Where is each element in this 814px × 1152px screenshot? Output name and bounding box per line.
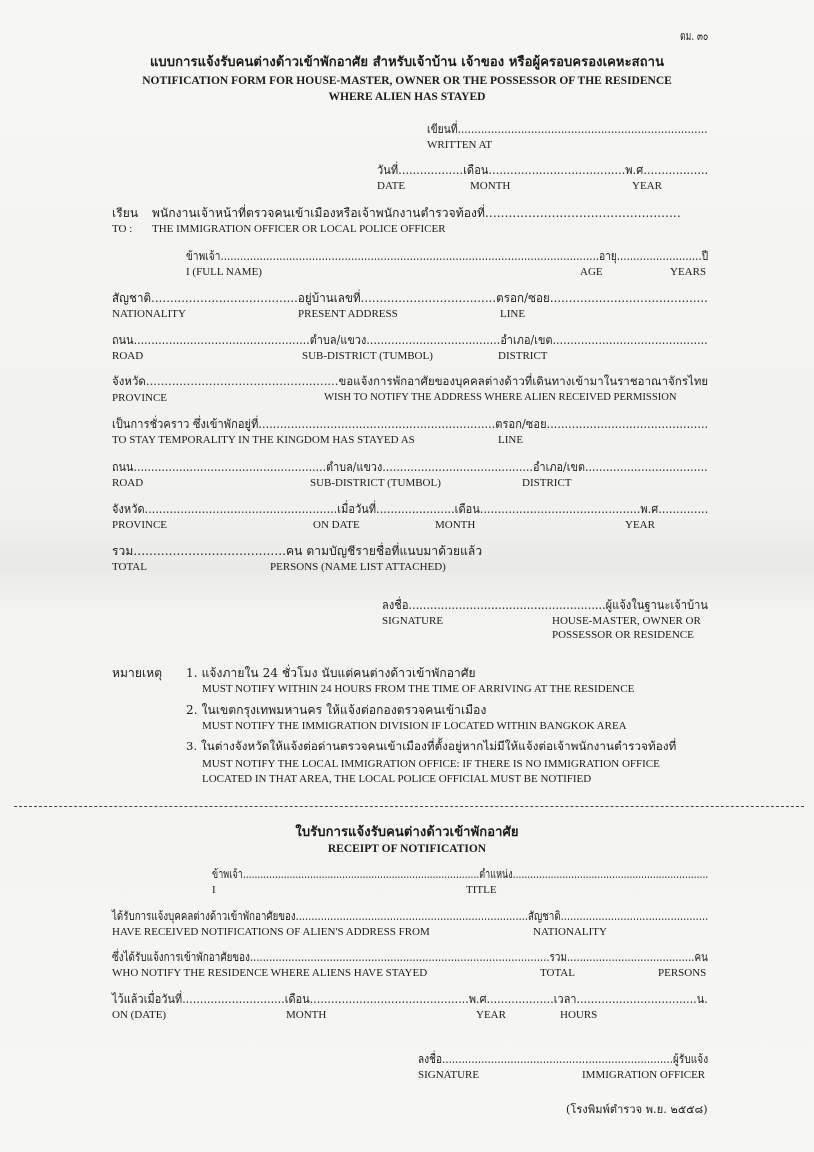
title-english-2: WHERE ALIEN HAS STAYED (328, 91, 486, 103)
province-label-2: PROVINCE (112, 519, 168, 531)
stay-line-label: LINE (498, 434, 524, 446)
written-at-field[interactable]: เขียนที่........................................................................... (427, 122, 708, 136)
total-label: TOTAL (112, 561, 147, 573)
line-label: LINE (500, 308, 526, 320)
month-label-2: MONTH (435, 519, 476, 531)
receipt-total-label: TOTAL (540, 967, 575, 979)
present-address-label: PRESENT ADDRESS (298, 308, 398, 320)
remark-3-thai: 3. ในต่างจังหวัดให้แจ้งต่อด่านตรวจคนเข้าเมืองที่ตั้งอยู่หากไม่มีให้แจ้งต่อเจ้าพนักงานตำรวจท้องที่ (186, 739, 677, 753)
years-label: YEARS (670, 266, 707, 278)
remark-2-english: MUST NOTIFY THE IMMIGRATION DIVISION IF LOCATED WITHIN BANGKOK AREA (202, 720, 627, 732)
year-label-2: YEAR (625, 519, 655, 531)
receipt-signature-label: SIGNATURE (418, 1069, 480, 1081)
district-label-1: DISTRICT (498, 350, 548, 362)
province-field-1[interactable]: จังหวัด....................................................ขอแจ้งการพักอาศัยของบุคคลต่างด้าวที่เดินทางเข้ามาในราชอาณาจักรไทย (112, 374, 709, 388)
receipt-i-label: I (212, 884, 216, 896)
remark-3-english-2: LOCATED IN THAT AREA, THE LOCAL POLICE OFFICIAL MUST BE NOTIFIED (202, 773, 592, 785)
to-officer-label: THE IMMIGRATION OFFICER OR LOCAL POLICE OFFICER (152, 223, 446, 235)
nationality-label: NATIONALITY (112, 308, 186, 320)
receipt-alien-from-field[interactable]: ได้รับการแจ้งบุคคลต่างด้าวเข้าพักอาศัยของ..........................................................................สัญชาติ............................................... (112, 909, 709, 923)
role-label-2: POSSESSOR OR RESIDENCE (552, 629, 694, 641)
subdistrict-label-1: SUB-DISTRICT (TUMBOL) (302, 350, 433, 362)
receipt-datetime-field[interactable]: ไว้แล้วเมื่อวันที่.............................เดือน.............................................พ.ศ...................เวลา..................................น. (112, 992, 708, 1006)
receipt-ondate-label: ON (DATE) (112, 1009, 167, 1021)
receipt-title-label: TITLE (466, 884, 497, 896)
to-label-english: TO : (112, 223, 133, 235)
title-english-1: NOTIFICATION FORM FOR HOUSE-MASTER, OWNER OR THE POSSESSOR OF THE RESIDENCE (142, 75, 672, 87)
road-label-1: ROAD (112, 350, 144, 362)
wish-notify-label: WISH TO NOTIFY THE ADDRESS WHERE ALIEN RECEIVED PERMISSION (324, 392, 677, 403)
receipt-month-label: MONTH (286, 1009, 327, 1021)
receipt-officer-field[interactable]: ข้าพเจ้า.................................................................................ตำแหน่ง................................................................... (212, 867, 709, 881)
to-officer-field[interactable]: พนักงานเจ้าหน้าที่ตรวจคนเข้าเมืองหรือเจ้าพนักงานตำรวจท้องที่.................................................. (152, 206, 681, 220)
date-label: DATE (377, 180, 406, 192)
date-field[interactable]: วันที่..................เดือน......................................พ.ศ.................. (377, 163, 709, 177)
road-label-2: ROAD (112, 477, 144, 489)
district-label-2: DISTRICT (522, 477, 572, 489)
full-name-field[interactable]: ข้าพเจ้า....................................................................................................................อายุ..........................ปี (186, 249, 709, 263)
receipt-received-label: HAVE RECEIVED NOTIFICATIONS OF ALIEN'S ADDRESS FROM (112, 926, 430, 938)
on-date-label: ON DATE (313, 519, 360, 531)
remark-2-thai: 2. ในเขตกรุงเทพมหานคร ให้แจ้งต่อกองตรวจคนเข้าเมือง (186, 703, 487, 717)
cut-line-divider (14, 806, 804, 807)
province-label-1: PROVINCE (112, 392, 168, 404)
signature-label: SIGNATURE (382, 615, 444, 627)
stay-label: TO STAY TEMPORALITY IN THE KINGDOM HAS STAYED AS (112, 434, 415, 446)
total-persons-field[interactable]: รวม.......................................คน ตามบัญชีรายชื่อที่แนบมาด้วยแล้ว (112, 544, 483, 558)
province-date-field[interactable]: จังหวัด......................................................เมื่อวันที่......................เดือน.............................................พ.ศ.............. (112, 502, 709, 516)
notifier-signature-field[interactable]: ลงชื่อ.......................................................ผู้แจ้งในฐานะเจ้าบ้าน (382, 598, 709, 612)
receipt-year-label: YEAR (476, 1009, 506, 1021)
to-label-thai: เรียน (112, 206, 139, 220)
remarks-label: หมายเหตุ (112, 666, 163, 680)
remark-1-english: MUST NOTIFY WITHIN 24 HOURS FROM THE TIME OF ARRIVING AT THE RESIDENCE (202, 683, 635, 695)
title-thai: แบบการแจ้งรับคนต่างด้าวเข้าพักอาศัย สำหรับเจ้าบ้าน เจ้าของ หรือผู้ครอบครองเคหะสถาน (149, 55, 665, 70)
receipt-persons-label: PERSONS (658, 967, 707, 979)
receipt-residence-field[interactable]: ซึ่งได้รับแจ้งการเข้าพักอาศัยของ..............................................................................................รวม........................................คน (112, 950, 708, 964)
receipt-nationality-label: NATIONALITY (533, 926, 607, 938)
remark-3-english-1: MUST NOTIFY THE LOCAL IMMIGRATION OFFICE: IF THERE IS NO IMMIGRATION OFFICE (202, 758, 660, 770)
nationality-address-field[interactable]: สัญชาติ.......................................อยู่บ้านเลขที่....................................ตรอก/ซอย.......................................... (112, 291, 708, 305)
road-field-1[interactable]: ถนน..................................................ตำบล/แขวง......................................อำเภอ/เขต............................................ (112, 333, 708, 347)
year-label: YEAR (632, 180, 662, 192)
remark-1-thai: 1. แจ้งภายใน 24 ชั่วโมง นับแต่คนต่างด้าวเข้าพักอาศัย (186, 666, 476, 680)
printer-note: (โรงพิมพ์ตำรวจ พ.ย. ๒๕๕๘) (566, 1103, 708, 1116)
month-label: MONTH (470, 180, 511, 192)
receipt-title-english: RECEIPT OF NOTIFICATION (327, 843, 487, 855)
receipt-signature-field[interactable]: ลงชื่อ.......................................................................ผู้รับแจ้ง (418, 1052, 709, 1066)
stay-address-field[interactable]: เป็นการชั่วคราว ซึ่งเข้าพักอยู่ที่..................................................................ตรอก/ซอย............................................. (112, 417, 709, 431)
full-name-label: I (FULL NAME) (186, 266, 262, 278)
receipt-title-thai: ใบรับการแจ้งรับคนต่างด้าวเข้าพักอาศัย (295, 825, 519, 840)
receipt-residence-label: WHO NOTIFY THE RESIDENCE WHERE ALIENS HAVE STAYED (112, 967, 428, 979)
persons-name-list-label: PERSONS (NAME LIST ATTACHED) (270, 561, 446, 573)
receipt-officer-label: IMMIGRATION OFFICER (582, 1069, 706, 1081)
subdistrict-label-2: SUB-DISTRICT (TUMBOL) (310, 477, 441, 489)
receipt-hours-label: HOURS (560, 1009, 598, 1021)
role-label-1: HOUSE-MASTER, OWNER OR (552, 615, 701, 627)
age-label: AGE (580, 266, 603, 278)
written-at-label: WRITTEN AT (427, 139, 493, 151)
road-field-2[interactable]: ถนน.......................................................ตำบล/แขวง...........................................อำเภอ/เขต................................... (112, 460, 708, 474)
form-code: ตม. ๓๐ (680, 29, 709, 43)
